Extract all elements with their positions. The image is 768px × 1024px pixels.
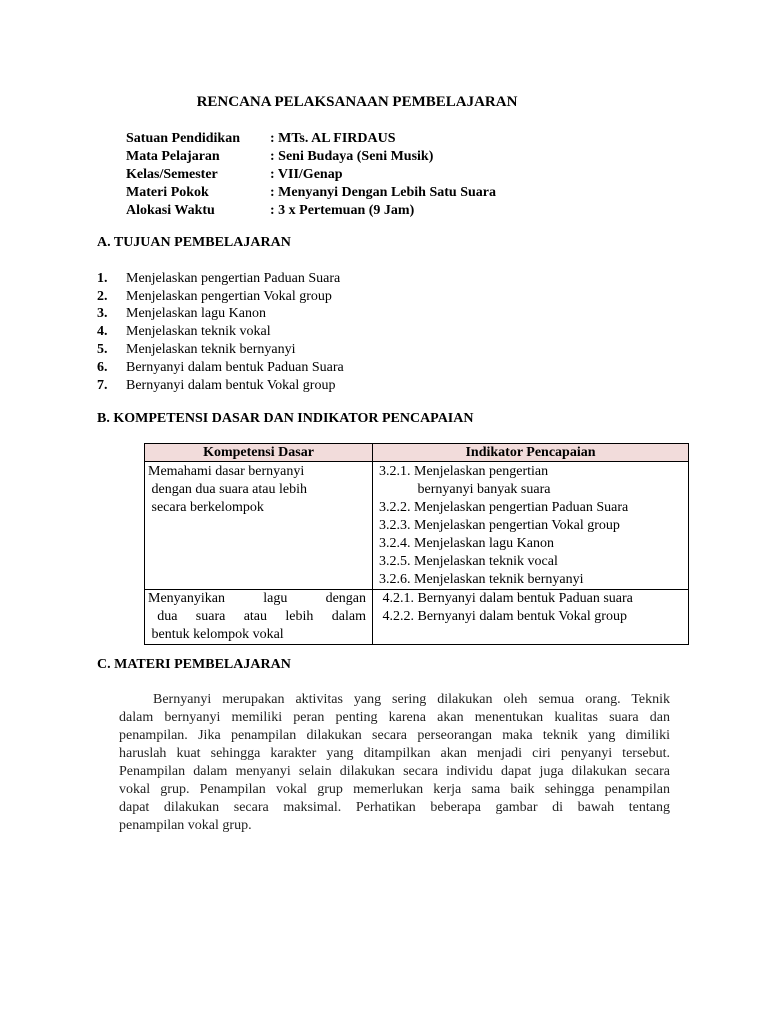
- list-item-number: 4.: [97, 324, 108, 339]
- list-item: Menjelaskan teknik vokal: [126, 324, 271, 339]
- identity-label: Satuan Pendidikan: [126, 131, 240, 146]
- list-item-number: 6.: [97, 360, 108, 375]
- list-item: Bernyanyi dalam bentuk Paduan Suara: [126, 360, 344, 375]
- paragraph-line: penampilan. Jika penampilan dilakukan secara perseorangan maka teknik yang dimiliki: [119, 728, 670, 743]
- identity-value: : Menyanyi Dengan Lebih Satu Suara: [270, 185, 496, 200]
- list-item-number: 7.: [97, 378, 108, 393]
- list-item: Menjelaskan teknik bernyanyi: [126, 342, 296, 357]
- cell-line: 3.2.1. Menjelaskan pengertian: [379, 464, 549, 479]
- paragraph-line: penampilan vokal grup.: [119, 818, 252, 833]
- cell-line: secara berkelompok: [148, 500, 264, 515]
- table-header-row: [145, 444, 689, 462]
- section-c-heading: C. MATERI PEMBELAJARAN: [97, 657, 291, 672]
- list-item: Bernyanyi dalam bentuk Vokal group: [126, 378, 336, 393]
- paragraph-line: Penampilan dalam menyanyi selain dilakukan secara individu dapat juga dilakukan secara: [119, 764, 670, 779]
- list-item: Menjelaskan pengertian Paduan Suara: [126, 271, 341, 286]
- table-cell-kd: [145, 590, 373, 645]
- identity-label: Alokasi Waktu: [126, 203, 215, 218]
- cell-line: 4.2.1. Bernyanyi dalam bentuk Paduan suara: [379, 591, 633, 606]
- identity-value: : MTs. AL FIRDAUS: [270, 131, 396, 146]
- cell-line: 3.2.6. Menjelaskan teknik bernyanyi: [379, 572, 584, 587]
- table-row: [145, 462, 689, 590]
- identity-value: : VII/Genap: [270, 167, 343, 182]
- list-item-number: 1.: [97, 271, 108, 286]
- cell-line: Menyanyikan lagu dengan: [148, 591, 366, 606]
- cell-line: 4.2.2. Bernyanyi dalam bentuk Vokal group: [379, 609, 627, 624]
- identity-label: Materi Pokok: [126, 185, 209, 200]
- identity-value: : 3 x Pertemuan (9 Jam): [270, 203, 415, 218]
- column-header: Kompetensi Dasar: [145, 444, 373, 462]
- paragraph-line: dapat dilakukan secara maksimal. Perhatikan beberapa gambar di bawah tentang: [119, 800, 670, 815]
- list-item-number: 2.: [97, 289, 108, 304]
- paragraph-line: vokal grup. Penampilan vokal grup memerlukan kerja sama baik sehingga penampilan: [119, 782, 670, 797]
- materi-paragraph: [119, 691, 670, 835]
- paragraph-line: dalam bernyanyi memiliki peran penting karena akan menentukan kualitas suara dan: [119, 710, 670, 725]
- identity-label: Mata Pelajaran: [126, 149, 220, 164]
- document-title: RENCANA PELAKSANAAN PEMBELAJARAN: [196, 94, 518, 110]
- list-item-number: 5.: [97, 342, 108, 357]
- cell-line: 3.2.4. Menjelaskan lagu Kanon: [379, 536, 554, 551]
- cell-line: Memahami dasar bernyanyi: [148, 464, 305, 479]
- column-header: Indikator Pencapaian: [373, 444, 689, 462]
- identity-label: Kelas/Semester: [126, 167, 218, 182]
- cell-line: bernyanyi banyak suara: [379, 482, 551, 497]
- section-a-heading: A. TUJUAN PEMBELAJARAN: [97, 235, 291, 250]
- table-cell-indikator: [373, 590, 689, 645]
- paragraph-line: haruslah kuat sehingga karakter yang ditampilkan akan menjadi ciri penyanyi tersebut.: [119, 746, 670, 761]
- cell-line: bentuk kelompok vokal: [148, 627, 284, 642]
- paragraph-line: Bernyanyi merupakan aktivitas yang sering dilakukan oleh semua orang. Teknik: [153, 692, 670, 707]
- cell-line: dua suara atau lebih dalam: [148, 609, 366, 624]
- cell-line: 3.2.3. Menjelaskan pengertian Vokal group: [379, 518, 620, 533]
- table-cell-indikator: [373, 462, 689, 590]
- table-cell-kd: [145, 462, 373, 590]
- identity-value: : Seni Budaya (Seni Musik): [270, 149, 434, 164]
- list-item: Menjelaskan lagu Kanon: [126, 306, 266, 321]
- section-b-heading: B. KOMPETENSI DASAR DAN INDIKATOR PENCAPAIAN: [97, 411, 474, 426]
- table-row: [145, 590, 689, 645]
- competency-table: [144, 443, 689, 645]
- cell-line: dengan dua suara atau lebih: [148, 482, 307, 497]
- cell-line: 3.2.2. Menjelaskan pengertian Paduan Suara: [379, 500, 629, 515]
- cell-line: 3.2.5. Menjelaskan teknik vocal: [379, 554, 558, 569]
- list-item-number: 3.: [97, 306, 108, 321]
- list-item: Menjelaskan pengertian Vokal group: [126, 289, 332, 304]
